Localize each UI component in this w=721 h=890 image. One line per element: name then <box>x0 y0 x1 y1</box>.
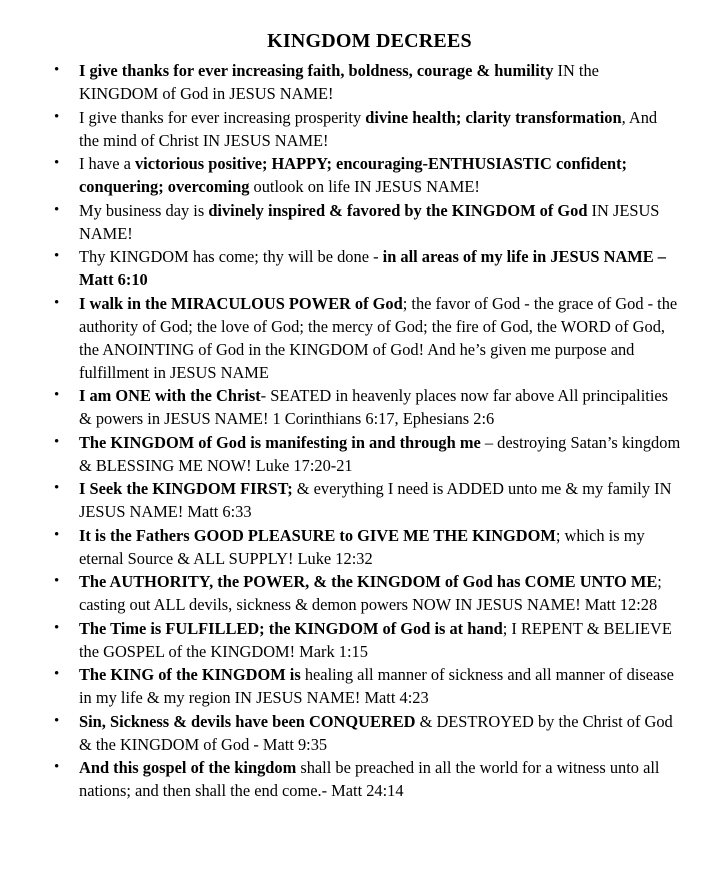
decree-text: - SEATED in heavenly places now far above All principalities & powers in JESUS NAME! 1 Corinthians 6:17, Ephesians 2:6 <box>79 386 669 428</box>
decree-text: Thy KINGDOM has come; thy will be done - <box>79 247 383 266</box>
decree-text-bold: Sin, Sickness & devils have been CONQUERED <box>79 711 416 731</box>
page-title: KINGDOM DECREES <box>267 30 472 52</box>
decree-text-bold: The AUTHORITY, the POWER, & the KINGDOM of God has COME UNTO ME <box>79 572 658 591</box>
decree-text-bold: The KING of the KINGDOM is <box>79 665 301 684</box>
decree-item <box>52 199 681 245</box>
bullet-icon: • <box>54 62 60 78</box>
decree-text: ; the favor of God - the grace of God - the authority of God; the love of God; the mercy of God; the fire of God, the WORD of God, the ANOINTING of God in the KINGDOM of God! And he’s given me purpose and fulfillment in JESUS NAME <box>79 293 678 382</box>
decree-item <box>52 663 681 709</box>
decree-text: ; which is my eternal Source & ALL SUPPLY! Luke 12:32 <box>79 525 645 568</box>
decree-item <box>52 106 681 152</box>
decree-text: & DESTROYED by the Christ of God & the KINGDOM of God - Matt 9:35 <box>79 711 673 754</box>
bullet-icon: • <box>54 433 60 450</box>
bullet-icon: • <box>54 666 60 682</box>
decree-text-bold: And this gospel of the kingdom <box>79 758 297 777</box>
decree-text-bold: I walk in the MIRACULOUS POWER of God <box>79 293 403 313</box>
decree-text: I give thanks for ever increasing prosperity <box>79 107 366 127</box>
decree-text-bold: in all areas of my life in JESUS NAME – Matt 6:10 <box>79 247 666 289</box>
bullet-icon: • <box>54 201 60 218</box>
bullet-icon: • <box>54 108 60 125</box>
decree-text-bold: victorious positive; HAPPY; encouraging-ENTHUSIASTIC confident; conquering; overcoming <box>79 154 628 196</box>
decree-text: ; casting out ALL devils, sickness & demon powers NOW IN JESUS NAME! Matt 12:28 <box>79 572 662 614</box>
bullet-icon: • <box>54 619 60 636</box>
decree-item <box>52 59 681 105</box>
bullet-icon: • <box>54 573 60 589</box>
bullet-icon: • <box>54 248 60 264</box>
bullet-icon: • <box>54 712 60 729</box>
decree-item <box>52 617 681 663</box>
decree-item <box>52 756 681 802</box>
decree-text: shall be preached in all the world for a witness unto all nations; and then shall the end come.- Matt 24:14 <box>79 758 660 800</box>
decree-item <box>52 152 681 198</box>
decree-item <box>52 570 681 616</box>
bullet-icon: • <box>54 526 60 543</box>
decree-item <box>52 524 681 570</box>
bullet-icon: • <box>54 480 60 496</box>
decree-text-bold: I am ONE with the Christ <box>79 386 261 405</box>
decree-text: healing all manner of sickness and all manner of disease in my life & my region IN JESUS NAME! Matt 4:23 <box>79 665 674 707</box>
bullet-icon: • <box>54 294 60 311</box>
decree-item <box>52 384 681 430</box>
decree-list <box>52 59 681 802</box>
decree-text-bold: divinely inspired & favored by the KINGDOM of God <box>208 200 588 220</box>
decree-text: & everything I need is ADDED unto me & my family IN JESUS NAME! Matt 6:33 <box>79 479 672 521</box>
decree-text: outlook on life IN JESUS NAME! <box>249 177 480 196</box>
decree-item <box>52 477 681 523</box>
decree-text: I have a <box>79 154 135 173</box>
decree-text: ; I REPENT & BELIEVE the GOSPEL of the KINGDOM! Mark 1:15 <box>79 618 672 661</box>
decree-text: – destroying Satan’s kingdom & BLESSING ME NOW! Luke 17:20-21 <box>79 432 681 475</box>
decree-text-bold: It is the Fathers GOOD PLEASURE to GIVE ME THE KINGDOM <box>79 525 556 545</box>
decree-text-bold: The Time is FULFILLED; the KINGDOM of God is at hand <box>79 618 503 638</box>
decree-text: My business day is <box>79 200 209 220</box>
bullet-icon: • <box>54 759 60 775</box>
decree-text-bold: I give thanks for ever increasing faith, boldness, courage & humility <box>79 61 554 80</box>
decree-text-bold: I Seek the KINGDOM FIRST; <box>79 479 293 498</box>
decree-text: , And the mind of Christ IN JESUS NAME! <box>79 107 658 150</box>
decree-text-bold: divine health; clarity transformation <box>365 107 622 127</box>
decree-item <box>52 710 681 756</box>
bullet-icon: • <box>54 387 60 403</box>
decree-text-bold: The KINGDOM of God is manifesting in and through me <box>79 432 481 452</box>
decree-text: IN the KINGDOM of God in JESUS NAME! <box>79 61 599 103</box>
decree-item <box>52 245 681 291</box>
decree-item <box>52 292 681 384</box>
decree-text: IN JESUS NAME! <box>79 200 660 243</box>
decree-item <box>52 431 681 477</box>
bullet-icon: • <box>54 155 60 171</box>
